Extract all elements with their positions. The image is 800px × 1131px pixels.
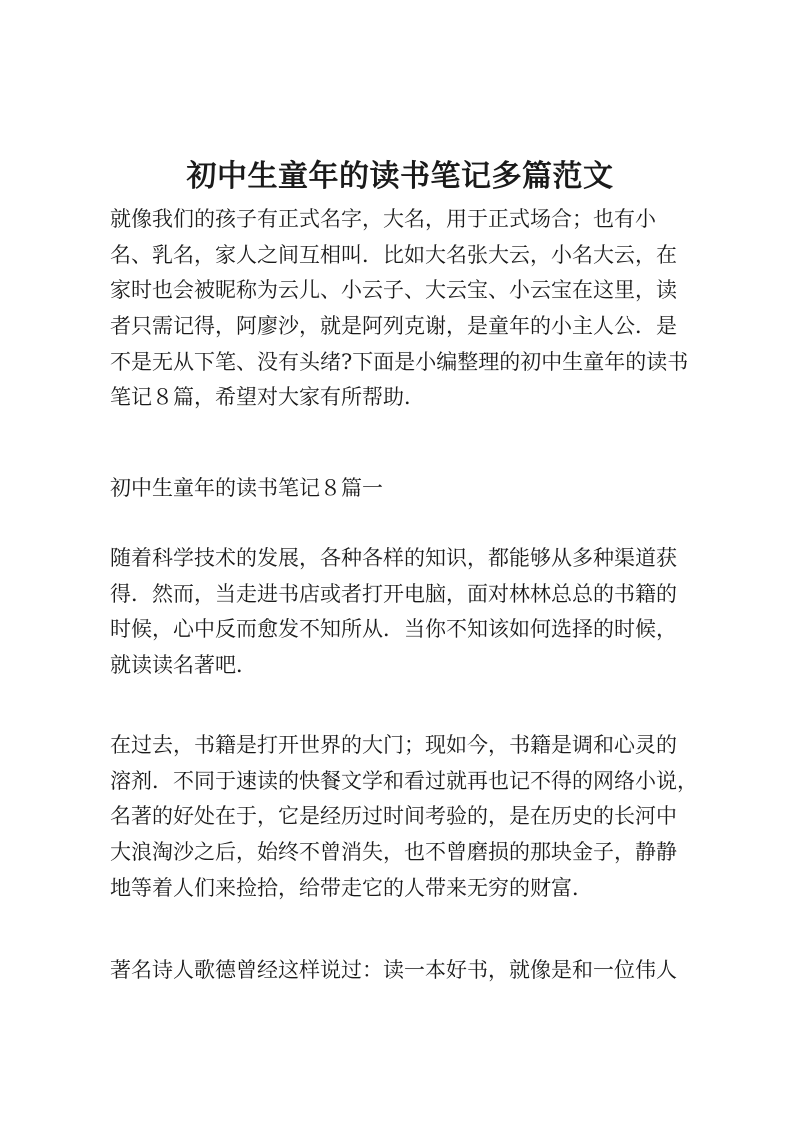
text-line: 就像我们的孩子有正式名字，大名，用于正式场合；也有小 (110, 207, 656, 231)
text-line: 笔记８篇，希望对大家有所帮助． (110, 385, 425, 410)
paragraph-body (110, 728, 698, 906)
text-line: 就读读名著吧． (110, 653, 257, 678)
text-line: 时候，心中反而愈发不知所从．当你不知该如何选择的时候， (110, 617, 677, 642)
document-title: 初中生童年的读书笔记多篇范文 (186, 159, 614, 194)
text-line: 不是无从下笔、没有头绪?下面是小编整理的初中生童年的读书 (110, 349, 689, 374)
text-line: 随着科学技术的发展，各种各样的知识，都能够从多种渠道获 (110, 546, 677, 570)
text-line: 名、乳名，家人之间互相叫．比如大名张大云，小名大云，在 (110, 242, 677, 267)
text-line: 得．然而，当走进书店或者打开电脑，面对林林总总的书籍的 (110, 581, 677, 606)
text-line: 大浪淘沙之后，始终不曾消失，也不曾磨损的那块金子，静静 (110, 840, 677, 865)
text-line: 地等着人们来捡拾，给带走它的人带来无穷的财富． (110, 875, 593, 900)
text-line: 初中生童年的读书笔记８篇一 (110, 476, 383, 500)
paragraph-intro (110, 202, 688, 416)
text-line: 家时也会被昵称为云儿、小云子、大云宝、小云宝在这里，读 (110, 278, 677, 303)
paragraph-body (110, 953, 677, 989)
section-heading (110, 471, 383, 507)
text-line: 在过去，书籍是打开世界的大门；现如今，书籍是调和心灵的 (110, 733, 677, 757)
paragraph-body (110, 541, 677, 684)
text-line: 著名诗人歌德曾经这样说过：读一本好书，就像是和一位伟人 (110, 958, 677, 982)
text-line: 名著的好处在于，它是经历过时间考验的，是在历史的长河中 (110, 804, 677, 829)
text-line: 溶剂．不同于速读的快餐文学和看过就再也记不得的网络小说， (110, 768, 698, 793)
text-line: 者只需记得，阿廖沙，就是阿列克谢，是童年的小主人公．是 (110, 314, 677, 339)
